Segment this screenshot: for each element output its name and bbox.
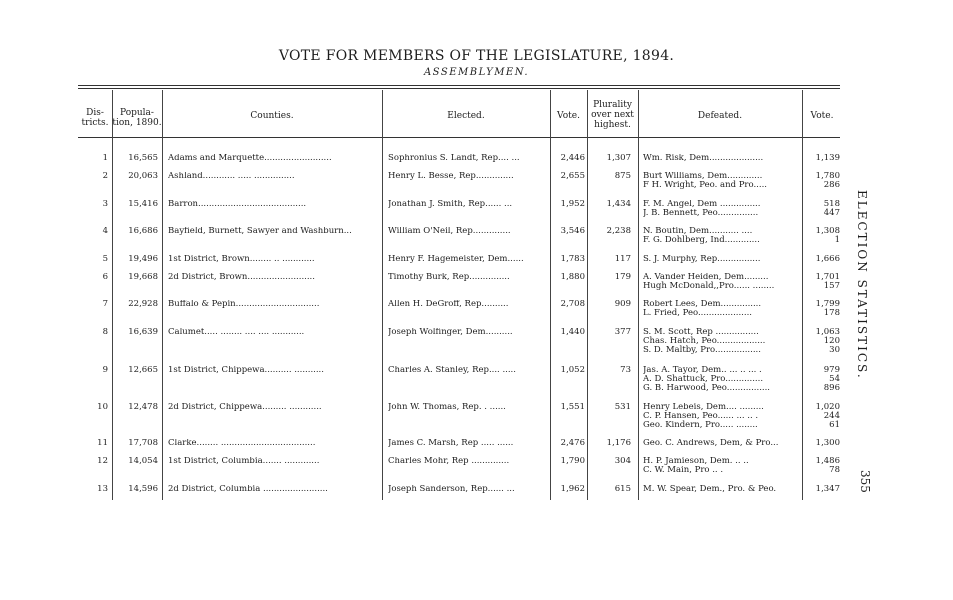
population-value: 14,054	[128, 457, 158, 466]
elected-value: Charles Mohr, Rep ..............	[388, 457, 510, 466]
defeated-value-line: L. Fried, Peo....................	[643, 308, 752, 318]
header-vote: Vote.	[557, 111, 580, 121]
vote-value: 1,962	[560, 485, 585, 494]
plurality-value: 377	[614, 328, 631, 337]
defeated-value-line: C. P. Hansen, Peo...... ... .. .	[643, 411, 759, 421]
population-value: 17,708	[128, 439, 158, 448]
page-number: 355	[858, 470, 872, 493]
defeated-value-line: A. D. Shattuck, Pro..............	[643, 374, 764, 384]
elected-value: Henry F. Hagemeister, Dem......	[388, 255, 524, 264]
defeated-value-line: S. J. Murphy, Rep................	[643, 255, 761, 264]
col-divider	[382, 90, 383, 500]
district-number: 12	[97, 457, 108, 466]
defeated-value	[643, 366, 801, 393]
top-rule	[78, 85, 840, 86]
defeated-value-line: Jas. A. Tayor, Dem.. ... .. ... .	[643, 366, 762, 375]
defeated-vote-value-line: 30	[829, 345, 840, 355]
col-divider	[638, 90, 639, 500]
defeated-vote-value-line: 447	[823, 208, 840, 218]
plurality-value: 1,434	[606, 200, 631, 209]
defeated-value	[643, 439, 801, 448]
defeated-value-line: A. Vander Heiden, Dem.........	[643, 273, 769, 282]
vote-value: 1,880	[560, 273, 585, 282]
counties-value: 1st District, Brown........ .. ............	[168, 255, 315, 264]
vote-value: 2,655	[560, 172, 585, 181]
defeated-value-line: Burt Williams, Dem.............	[643, 172, 763, 181]
header-counties: Counties.	[250, 111, 294, 121]
defeated-value-line: Robert Lees, Dem...............	[643, 300, 762, 309]
elected-value: William O'Neil, Rep..............	[388, 227, 511, 236]
defeated-value	[643, 200, 801, 218]
defeated-vote-value-line: 54	[829, 374, 840, 384]
defeated-vote-value	[802, 366, 840, 393]
counties-value: 2d District, Brown.........................	[168, 273, 315, 282]
defeated-value-line: Geo. C. Andrews, Dem, & Pro...	[643, 439, 779, 448]
counties-value: 1st District, Chippewa.......... ...........	[168, 366, 324, 375]
defeated-vote-value	[802, 328, 840, 355]
defeated-vote-value	[802, 300, 840, 318]
plurality-value: 615	[614, 485, 631, 494]
district-number: 5	[102, 255, 108, 264]
elected-value: Joseph Wolfinger, Dem..........	[388, 328, 513, 337]
vote-value: 1,790	[560, 457, 585, 466]
district-number: 11	[97, 439, 108, 448]
defeated-value-line: Henry Lebeis, Dem.... .........	[643, 403, 764, 412]
header-elected: Elected.	[447, 111, 485, 121]
defeated-value-line: J. B. Bennett, Peo...............	[643, 208, 759, 218]
population-value: 16,686	[128, 227, 158, 236]
defeated-value	[643, 485, 801, 494]
counties-value: 2d District, Chippewa......... ............	[168, 403, 322, 412]
defeated-vote-value-line: 1,486	[815, 457, 840, 466]
defeated-value	[643, 255, 801, 264]
top-rule-double	[78, 88, 840, 89]
defeated-vote-value	[802, 439, 840, 448]
elected-value: James C. Marsh, Rep ..... ......	[388, 439, 514, 448]
plurality-value: 179	[614, 273, 631, 282]
plurality-value: 875	[614, 172, 631, 181]
defeated-vote-value	[802, 255, 840, 264]
defeated-vote-value-line: 1,139	[815, 154, 840, 163]
page-title: VOTE FOR MEMBERS OF THE LEGISLATURE, 1894.	[278, 48, 675, 64]
defeated-vote-value-line: 1,701	[815, 273, 840, 282]
vote-value: 1,952	[560, 200, 585, 209]
counties-value: Ashland............ ..... ...............	[168, 172, 295, 181]
defeated-value-line: F H. Wright, Peo. and Pro.....	[643, 180, 767, 190]
defeated-vote-value-line: 120	[823, 336, 840, 346]
defeated-vote-value	[802, 200, 840, 218]
population-value: 12,478	[128, 403, 158, 412]
defeated-value	[643, 227, 801, 245]
district-number: 3	[102, 200, 108, 209]
defeated-vote-value-line: 1,347	[815, 485, 840, 494]
elected-value: John W. Thomas, Rep. . ......	[388, 403, 506, 412]
defeated-value-line: Geo. Kindern, Pro..... ........	[643, 420, 758, 430]
defeated-value	[643, 403, 801, 430]
defeated-value-line: N. Boutin, Dem........... ....	[643, 227, 753, 236]
plurality-value: 304	[614, 457, 631, 466]
defeated-value	[643, 457, 801, 475]
header-defeated: Defeated.	[697, 111, 743, 121]
population-value: 16,639	[128, 328, 158, 337]
vote-value: 1,052	[560, 366, 585, 375]
defeated-vote-value-line: 979	[823, 366, 840, 375]
defeated-value	[643, 273, 801, 291]
header-rule	[78, 137, 840, 138]
defeated-value-line: S. D. Maltby, Pro.................	[643, 345, 761, 355]
elected-value: Henry L. Besse, Rep..............	[388, 172, 514, 181]
district-number: 1	[102, 154, 108, 163]
elected-value: Joseph Sanderson, Rep...... ...	[388, 485, 515, 494]
defeated-vote-value-line: 1,666	[815, 255, 840, 264]
header-plurality: Plurality over next highest.	[591, 100, 634, 130]
defeated-vote-value	[802, 227, 840, 245]
counties-value: Barron........................................	[168, 200, 307, 209]
elected-value: Charles A. Stanley, Rep.... .....	[388, 366, 516, 375]
district-number: 10	[97, 403, 108, 412]
population-value: 14,596	[128, 485, 158, 494]
defeated-value-line: Wm. Risk, Dem....................	[643, 154, 764, 163]
defeated-value-line: F. G. Dohlberg, Ind.............	[643, 235, 760, 245]
population-value: 15,416	[128, 200, 158, 209]
district-number: 9	[102, 366, 108, 375]
defeated-value-line: S. M. Scott, Rep ................	[643, 328, 759, 337]
defeated-vote-value	[802, 273, 840, 291]
defeated-value	[643, 172, 801, 190]
defeated-vote-value-line: 1,799	[815, 300, 840, 309]
counties-value: Calumet..... ........ .... .... ............	[168, 328, 305, 337]
defeated-vote-value	[802, 172, 840, 190]
defeated-vote-value-line: 78	[829, 465, 840, 475]
defeated-value-line: C. W. Main, Pro .. .	[643, 465, 724, 475]
col-divider	[162, 90, 163, 500]
plurality-value: 2,238	[606, 227, 631, 236]
defeated-vote-value-line: 1,063	[815, 328, 840, 337]
vote-value: 3,546	[560, 227, 585, 236]
plurality-value: 1,176	[606, 439, 631, 448]
defeated-vote-value-line: 1,308	[815, 227, 840, 236]
defeated-value	[643, 328, 801, 355]
defeated-vote-value-line: 1	[834, 235, 840, 245]
defeated-vote-value-line: 896	[823, 383, 840, 393]
district-number: 7	[102, 300, 108, 309]
counties-value: 1st District, Columbia....... .............	[168, 457, 320, 466]
page-subtitle: ASSEMBLYMEN.	[423, 67, 530, 78]
counties-value: Buffalo & Pepin...............................	[168, 300, 320, 309]
population-value: 16,565	[128, 154, 158, 163]
elected-value: Jonathan J. Smith, Rep...... ...	[388, 200, 513, 209]
defeated-vote-value	[802, 403, 840, 430]
plurality-value: 117	[614, 255, 631, 264]
plurality-value: 1,307	[606, 154, 631, 163]
population-value: 22,928	[128, 300, 158, 309]
vote-value: 1,440	[560, 328, 585, 337]
counties-value: Clarke........ ...................................	[168, 439, 316, 448]
defeated-vote-value	[802, 457, 840, 475]
header-population: Popula- tion, 1890.	[112, 108, 162, 128]
elected-value: Sophronius S. Landt, Rep.... ...	[388, 154, 520, 163]
counties-value: 2d District, Columbia ........................	[168, 485, 328, 494]
defeated-vote-value-line: 518	[823, 200, 840, 209]
elected-value: Allen H. DeGroff, Rep..........	[388, 300, 509, 309]
defeated-value-line: H. P. Jamieson, Dem. .. ..	[643, 457, 749, 466]
elected-value: Timothy Burk, Rep...............	[388, 273, 510, 282]
header-districts: Dis- tricts.	[81, 108, 109, 128]
district-number: 6	[102, 273, 108, 282]
district-number: 4	[102, 227, 108, 236]
population-value: 20,063	[128, 172, 158, 181]
defeated-vote-value	[802, 154, 840, 163]
defeated-vote-value-line: 178	[823, 308, 840, 318]
district-number: 2	[102, 172, 108, 181]
vote-value: 2,476	[560, 439, 585, 448]
vote-value: 1,783	[560, 255, 585, 264]
vote-value: 1,551	[560, 403, 585, 412]
population-value: 19,668	[128, 273, 158, 282]
defeated-vote-value-line: 1,300	[815, 439, 840, 448]
district-number: 13	[97, 485, 108, 494]
counties-value: Adams and Marquette.........................	[168, 154, 332, 163]
plurality-value: 531	[614, 403, 631, 412]
defeated-vote-value-line: 61	[829, 420, 840, 430]
defeated-value-line: F. M. Angel, Dem ...............	[643, 200, 761, 209]
district-number: 8	[102, 328, 108, 337]
header-vote-defeated: Vote.	[810, 111, 834, 121]
vote-value: 2,446	[560, 154, 585, 163]
counties-value: Bayfield, Burnett, Sawyer and Washburn...	[168, 227, 352, 236]
population-value: 12,665	[128, 366, 158, 375]
vote-value: 2,708	[560, 300, 585, 309]
defeated-vote-value-line: 244	[823, 411, 840, 421]
side-title: ELECTION STATISTICS.	[855, 190, 869, 380]
defeated-vote-value	[802, 485, 840, 494]
defeated-value	[643, 300, 801, 318]
defeated-vote-value-line: 1,020	[815, 403, 840, 412]
plurality-value: 909	[614, 300, 631, 309]
defeated-value-line: G. B. Harwood, Peo................	[643, 383, 771, 393]
defeated-value-line: M. W. Spear, Dem., Pro. & Peo.	[643, 485, 777, 494]
plurality-value: 73	[620, 366, 631, 375]
defeated-value-line: Hugh McDonald,,Pro...... ........	[643, 281, 775, 291]
defeated-vote-value-line: 1,780	[815, 172, 840, 181]
population-value: 19,496	[128, 255, 158, 264]
defeated-value-line: Chas. Hatch, Peo..................	[643, 336, 766, 346]
defeated-value	[643, 154, 801, 163]
defeated-vote-value-line: 157	[823, 281, 840, 291]
defeated-vote-value-line: 286	[823, 180, 840, 190]
